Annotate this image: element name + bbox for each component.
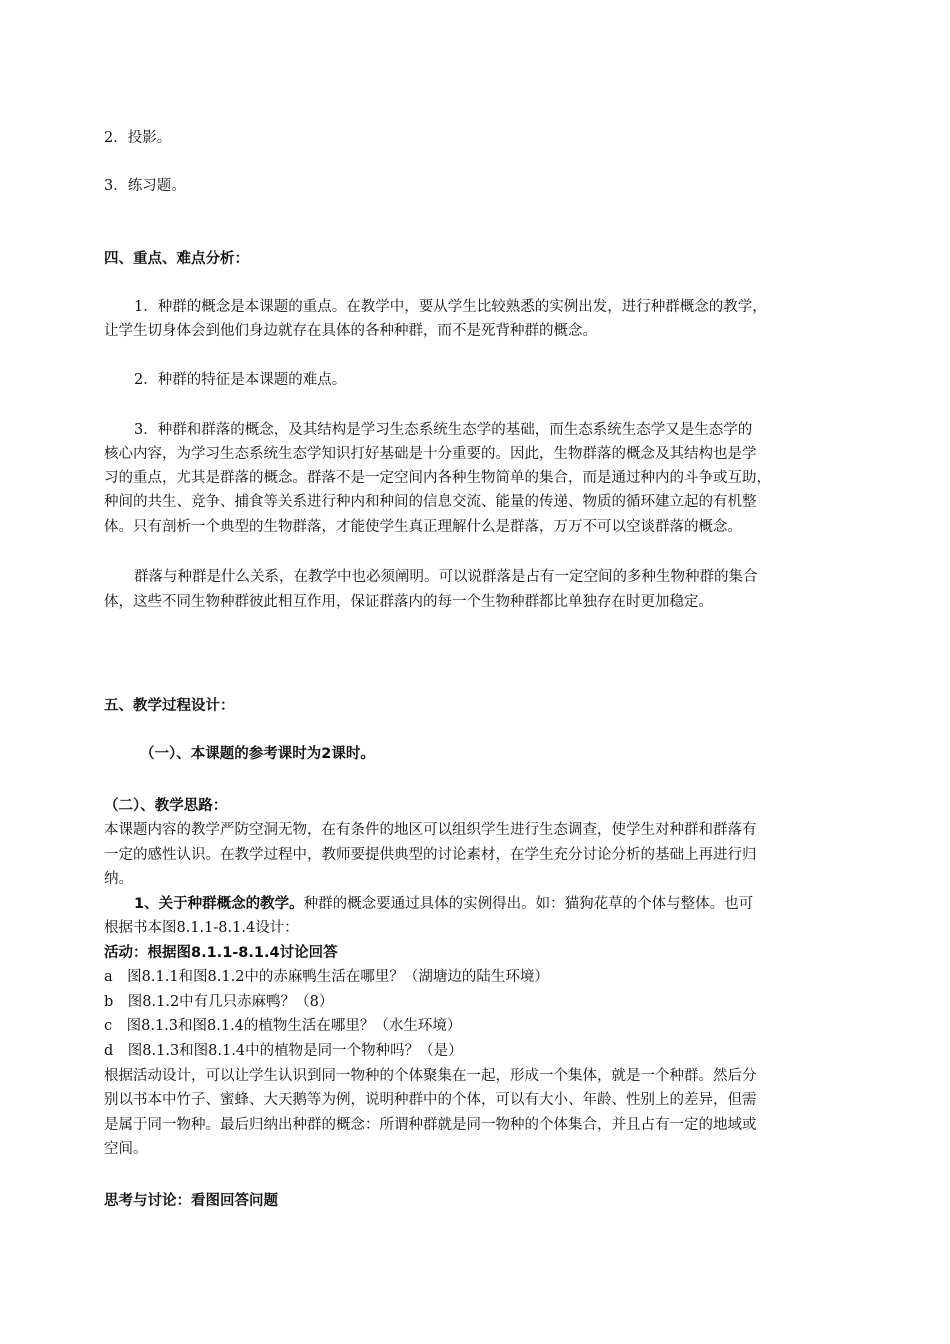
material-item-2: 2．投影。 <box>104 130 172 146</box>
paragraph-line: 体。只有剖析一个典型的生物群落，才能使学生真正理解什么是群落，万万不可以空谈群落的概念。 <box>104 519 742 535</box>
subheading-class-hours: （一）、本课题的参考课时为2课时。 <box>140 746 375 762</box>
paragraph-line: 本课题内容的教学严防空洞无物，在有条件的地区可以组织学生进行生态调查，使学生对种群和群落有 <box>104 822 757 838</box>
question-d: d 图8.1.3和图8.1.4中的植物是同一个物种吗？（是） <box>104 1043 463 1059</box>
material-item-3: 3．练习题。 <box>104 178 186 194</box>
point-1-text: 种群的概念要通过具体的实例得出。如：猫狗花草的个体与整体。也可 <box>303 896 754 912</box>
paragraph-line: 群落与种群是什么关系，在教学中也必须阐明。可以说群落是占有一定空间的多种生物种群的集合 <box>134 569 758 585</box>
question-b: b 图8.1.2中有几只赤麻鸭？（8） <box>104 994 334 1010</box>
paragraph-line: 1．种群的概念是本课题的重点。在教学中，要从学生比较熟悉的实例出发，进行种群概念的教学， <box>134 299 767 315</box>
section-5-heading: 五、教学过程设计： <box>104 698 235 714</box>
question-c: c 图8.1.3和图8.1.4的植物生活在哪里？（水生环境） <box>104 1018 462 1034</box>
question-a: a 图8.1.1和图8.1.2中的赤麻鸭生活在哪里？（湖塘边的陆生环境） <box>104 969 549 985</box>
paragraph-line: 3．种群和群落的概念，及其结构是学习生态系统生态学的基础，而生态系统生态学又是生态学的 <box>134 422 753 438</box>
paragraph-line: 空间。 <box>104 1141 148 1157</box>
activity-heading: 活动：根据图8.1.1-8.1.4讨论回答 <box>104 945 338 961</box>
paragraph-line: 一定的感性认识。在教学过程中，教师要提供典型的讨论素材，在学生充分讨论分析的基础上再进行归 <box>104 847 757 863</box>
paragraph-line: 根据活动设计，可以让学生认识到同一物种的个体聚集在一起，形成一个集体，就是一个种群。然后分 <box>104 1068 757 1084</box>
paragraph-line: 2．种群的特征是本课题的难点。 <box>134 372 347 388</box>
subheading-teaching-ideas: （二）、教学思路： <box>104 798 228 814</box>
paragraph-line <box>134 894 753 914</box>
paragraph-line: 纳。 <box>104 871 133 887</box>
paragraph-line: 核心内容，为学习生态系统生态学知识打好基础是十分重要的。因此，生物群落的概念及其结构也是学 <box>104 446 757 462</box>
paragraph-line: 根据书本图8.1.1-8.1.4设计： <box>104 920 299 936</box>
paragraph-line: 别以书本中竹子、蜜蜂、大天鹅等为例，说明种群中的个体，可以有大小、年龄、性别上的差异，但需 <box>104 1092 757 1108</box>
paragraph-line: 种间的共生、竞争、捕食等关系进行种内和种间的信息交流、能量的传递、物质的循环建立起的有机整 <box>104 494 757 510</box>
paragraph-line: 是属于同一物种。最后归纳出种群的概念：所谓种群就是同一物种的个体集合，并且占有一定的地域或 <box>104 1117 757 1133</box>
paragraph-line: 习的重点，尤其是群落的概念。群落不是一定空间内各种生物简单的集合，而是通过种内的斗争或互助， <box>104 470 771 486</box>
section-4-heading: 四、重点、难点分析： <box>104 251 249 267</box>
paragraph-line: 让学生切身体会到他们身边就存在具体的各种种群，而不是死背种群的概念。 <box>104 323 597 339</box>
paragraph-line: 体，这些不同生物种群彼此相互作用，保证群落内的每一个生物种群都比单独存在时更加稳定。 <box>104 594 713 610</box>
discussion-heading: 思考与讨论：看图回答问题 <box>104 1193 278 1209</box>
point-1-title: 1、关于种群概念的教学。 <box>134 896 304 912</box>
